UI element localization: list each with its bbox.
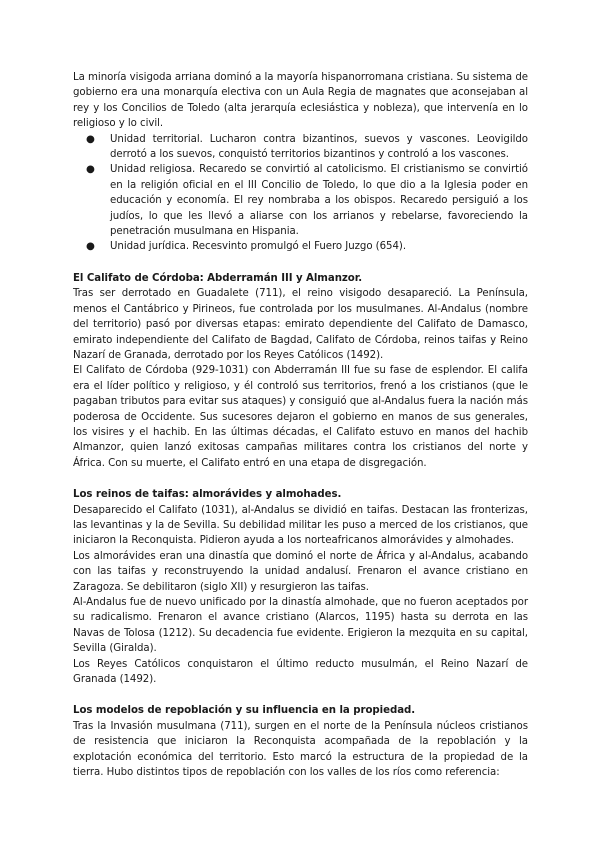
intro-paragraph: La minoría visigoda arriana dominó a la mayoría hispanorromana cristiana. Su sistema de gobierno era una monarquía electiva con un Aula Regia de magnates que aconsejaban al rey y los Concilios de Toledo (alta jerarquía eclesiástica y nobleza), que intervenía en lo religioso y lo civil. bbox=[73, 72, 528, 130]
list-item-text: Unidad religiosa. Recaredo se convirtió al catolicismo. El cristianismo se convirtió en la religión oficial en el III Concilio de Toledo, lo que dio a la Iglesia poder en educación y economía. El rey nombraba a los obispos. Recaredo persiguió a los judíos, lo que les llevó a aliarse con los arrianos y rebelarse, favoreciendo la penetración musulmana en Hispania. bbox=[110, 164, 528, 238]
repoblacion-paragraph: Tras la Invasión musulmana (711), surgen en el norte de la Península núcleos cristianos de resistencia que iniciaron la Reconquista acompañada de la repoblación y la explotación económica del territorio. Esto marcó la estructura de la propiedad de la tierra. Hubo distintos tipos de repoblación con los valles de los ríos como referencia: bbox=[73, 720, 528, 779]
list-item bbox=[86, 239, 528, 254]
bullet-icon: ● bbox=[86, 164, 95, 176]
section-heading-taifas: Los reinos de taifas: almorávides y almohades. bbox=[73, 489, 342, 501]
list-item-text: Unidad territorial. Lucharon contra bizantinos, suevos y vascones. Leovigildo derrotó a los suevos, conquistó territorios bizantinos y controló a los vascones. bbox=[110, 133, 528, 161]
taifas-paragraph: Los Reyes Católicos conquistaron el último reducto musulmán, el Reino Nazarí de Granada (1492). bbox=[73, 658, 528, 686]
document-page bbox=[73, 70, 528, 780]
list-item bbox=[86, 132, 528, 163]
califato-paragraph: El Califato de Córdoba (929-1031) con Abderramán III fue su fase de esplendor. El califa era el líder político y religioso, y él controló sus territorios, frenó a los cristianos (que le pagaban tributos para evitar sus ataques) y consiguió que al-Andalus fuera la nación más poderosa de Occidente. Sus sucesores dejaron el gobierno en manos de sus generales, los visires y el hachib. En las últimas décadas, el Califato estuvo en manos del hachib Almanzor, quien lanzó exitosas campañas militares contra los cristianos del norte y África. Con su muerte, el Califato entró en una etapa de disgregación. bbox=[73, 365, 528, 469]
taifas-paragraph: Los almorávides eran una dinastía que dominó el norte de África y al-Andalus, acabando con las taifas y reconstruyendo la unidad andalusí. Frenaron el avance cristiano en Zaragoza. Se debilitaron (siglo XII) y resurgieron las taifas. bbox=[73, 550, 528, 593]
section-heading-repoblacion: Los modelos de repoblación y su influencia en la propiedad. bbox=[73, 705, 416, 717]
bullet-icon: ● bbox=[86, 241, 95, 253]
list-item bbox=[86, 162, 528, 239]
intro-bullet-list bbox=[73, 132, 528, 255]
taifas-paragraph: Desaparecido el Califato (1031), al-Andalus se dividió en taifas. Destacan las fronterizas, las levantinas y la de Sevilla. Su debilidad militar les puso a merced de los cristianos, que iniciaron la Reconquista. Pidieron ayuda a los norteafricanos almorávides y almohades. bbox=[73, 504, 528, 547]
taifas-paragraph: Al-Andalus fue de nuevo unificado por la dinastía almohade, que no fueron aceptados por su radicalismo. Frenaron el avance cristiano (Alarcos, 1195) hasta su derrota en las Navas de Tolosa (1212). Su decadencia fue evidente. Erigieron la mezquita en su capital, Sevilla (Giralda). bbox=[73, 597, 528, 655]
califato-paragraph: Tras ser derrotado en Guadalete (711), el reino visigodo desapareció. La Península, menos el Cantábrico y Pirineos, fue controlada por los musulmanes. Al-Andalus (nombre del territorio) pasó por diversas etapas: emirato dependiente del Califato de Damasco, emirato independiente del Califato de Bagdad, Califato de Córdoba, reinos taifas y Reino Nazarí de Granada, derrotado por los Reyes Católicos (1492). bbox=[73, 288, 528, 361]
list-item-text: Unidad jurídica. Recesvinto promulgó el Fuero Juzgo (654). bbox=[110, 241, 407, 253]
bullet-icon: ● bbox=[86, 133, 95, 145]
section-heading-califato: El Califato de Córdoba: Abderramán III y Almanzor. bbox=[73, 272, 363, 284]
